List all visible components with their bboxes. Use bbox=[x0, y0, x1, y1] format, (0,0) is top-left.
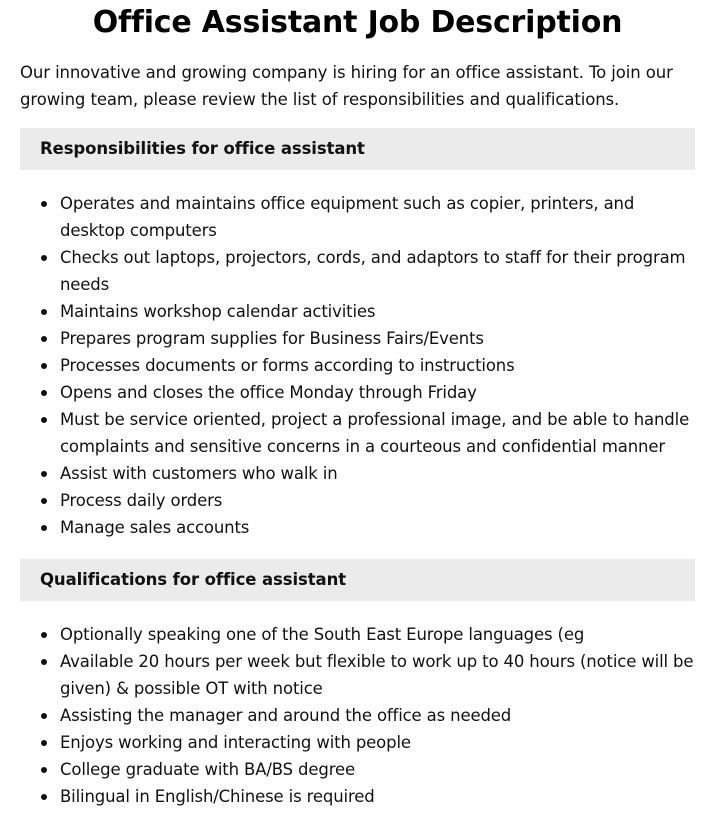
responsibilities-list bbox=[20, 190, 695, 541]
responsibility-item: Operates and maintains office equipment such as copier, printers, and desktop computers bbox=[60, 190, 695, 244]
responsibility-item: Prepares program supplies for Business Fairs/Events bbox=[60, 325, 695, 352]
responsibility-item: Maintains workshop calendar activities bbox=[60, 298, 695, 325]
qualification-item: Optionally speaking one of the South East Europe languages (eg bbox=[60, 621, 695, 648]
qualifications-heading: Qualifications for office assistant bbox=[20, 559, 695, 601]
page-title: Office Assistant Job Description bbox=[92, 5, 623, 40]
intro-paragraph: Our innovative and growing company is hiring for an office assistant. To join our growing team, please review the list of responsibilities and qualifications. bbox=[20, 63, 673, 109]
qualification-item: Bilingual in English/Chinese is required bbox=[60, 783, 695, 810]
qualifications-list bbox=[20, 621, 695, 810]
responsibility-item: Must be service oriented, project a professional image, and be able to handle complaints and sensitive concerns in a courteous and confidential manner bbox=[60, 406, 695, 460]
responsibility-item: Process daily orders bbox=[60, 487, 695, 514]
qualification-item: Enjoys working and interacting with people bbox=[60, 729, 695, 756]
responsibility-item: Processes documents or forms according to instructions bbox=[60, 352, 695, 379]
responsibilities-heading: Responsibilities for office assistant bbox=[20, 128, 695, 170]
responsibility-item: Opens and closes the office Monday through Friday bbox=[60, 379, 695, 406]
responsibility-item: Assist with customers who walk in bbox=[60, 460, 695, 487]
responsibility-item: Manage sales accounts bbox=[60, 514, 695, 541]
qualification-item: Assisting the manager and around the office as needed bbox=[60, 702, 695, 729]
qualification-item: Available 20 hours per week but flexible to work up to 40 hours (notice will be given) & possible OT with notice bbox=[60, 648, 695, 702]
responsibility-item: Checks out laptops, projectors, cords, and adaptors to staff for their program needs bbox=[60, 244, 695, 298]
qualification-item: College graduate with BA/BS degree bbox=[60, 756, 695, 783]
